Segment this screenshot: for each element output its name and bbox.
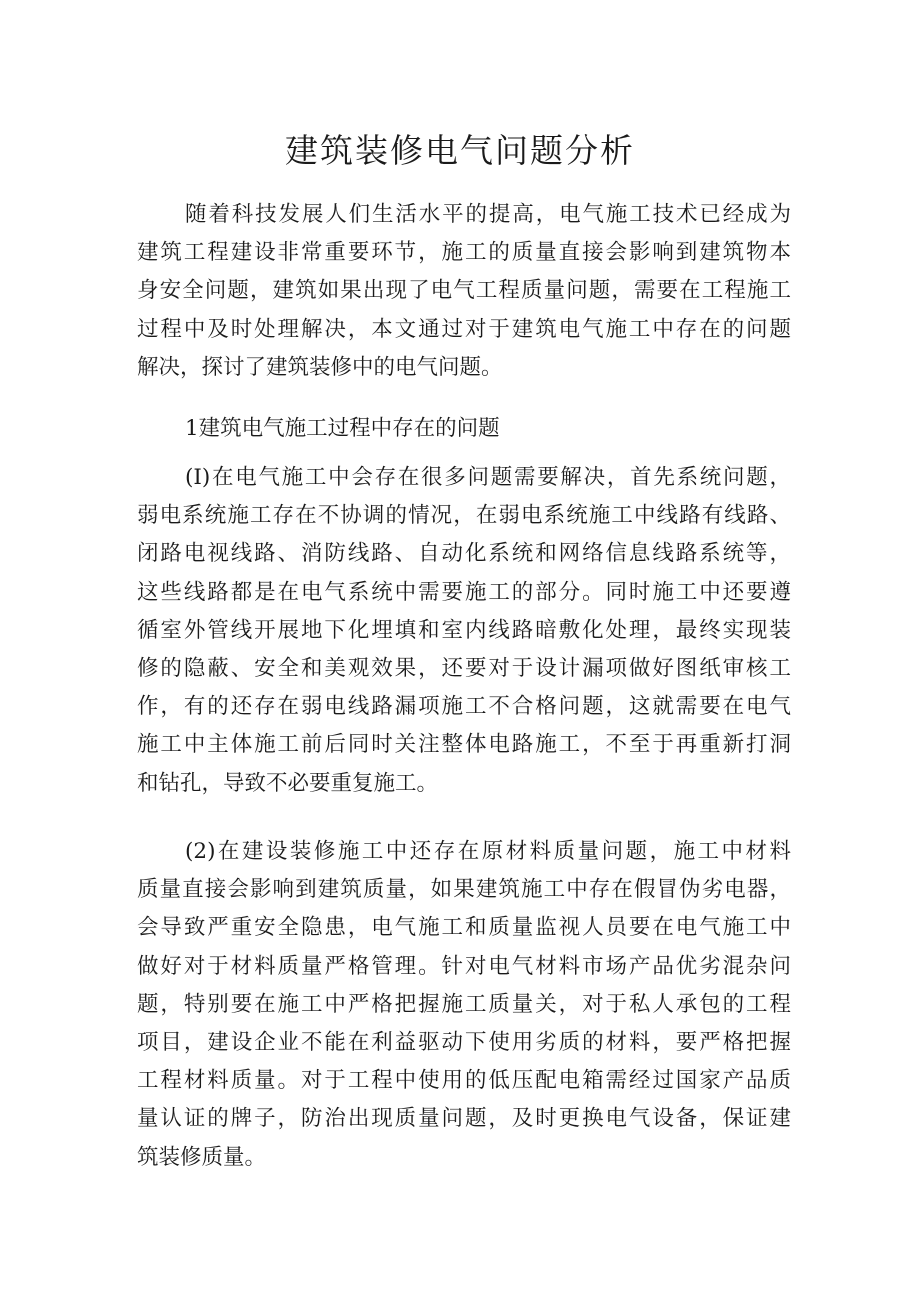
paragraph-line: 身安全问题，建筑如果出现了电气工程质量问题，需要在工程施工 (137, 278, 791, 304)
paragraph-line: 和钻孔，导致不必要重复施工。 (137, 770, 439, 796)
document-title: 建筑装修电气问题分析 (285, 131, 635, 170)
paragraph-line: (I)在电气施工中会存在很多问题需要解决，首先系统问题， (185, 465, 791, 490)
paragraph-line: 施工中主体施工前后同时关注整体电路施工，不至于再重新打洞 (137, 732, 791, 758)
paragraph-line: 作，有的还存在弱电线路漏项施工不合格问题，这就需要在电气 (137, 694, 791, 720)
section-paragraph-2 (137, 833, 791, 1177)
paragraph-line: 建筑工程建设非常重要环节，施工的质量直接会影响到建筑物本 (137, 240, 791, 266)
paragraph-line: 筑装修质量。 (137, 1144, 267, 1170)
section-heading: 1建筑电气施工过程中存在的问题 (185, 416, 500, 441)
paragraph-line: 闭路电视线路、消防线路、自动化系统和网络信息线路系统等， (137, 541, 791, 567)
paragraph-line: 质量直接会影响到建筑质量，如果建筑施工中存在假冒伪劣电器， (137, 877, 791, 903)
paragraph-line: 循室外管线开展地下化埋填和室内线路暗敷化处理，最终实现装 (137, 617, 791, 643)
paragraph-line: 修的隐蔽、安全和美观效果，还要对于设计漏项做好图纸审核工 (137, 656, 791, 682)
paragraph-line: 做好对于材料质量严格管理。针对电气材料市场产品优劣混杂问 (137, 953, 791, 979)
paragraph-line: 解决，探讨了建筑装修中的电气问题。 (137, 354, 503, 380)
paragraph-line: 题，特别要在施工中严格把握施工质量关，对于私人承包的工程 (137, 991, 791, 1017)
paragraph-line: 项目，建设企业不能在利益驱动下使用劣质的材料，要严格把握 (137, 1030, 791, 1056)
paragraph-line: 过程中及时处理解决，本文通过对于建筑电气施工中存在的问题 (137, 316, 791, 342)
paragraph-line: (2)在建设装修施工中还存在原材料质量问题，施工中材料 (185, 839, 791, 864)
paragraph-line: 会导致严重安全隐患，电气施工和质量监视人员要在电气施工中 (137, 915, 791, 941)
paragraph-line: 随着科技发展人们生活水平的提高，电气施工技术已经成为 (185, 202, 791, 227)
intro-paragraph (137, 196, 791, 387)
paragraph-line: 量认证的牌子，防治出现质量问题，及时更换电气设备，保证建 (137, 1106, 791, 1132)
paragraph-line: 工程材料质量。对于工程中使用的低压配电箱需经过国家产品质 (137, 1068, 791, 1094)
paragraph-line: 弱电系统施工存在不协调的情况，在弱电系统施工中线路有线路、 (137, 503, 791, 529)
section-paragraph-1 (137, 459, 791, 803)
paragraph-line: 这些线路都是在电气系统中需要施工的部分。同时施工中还要遵 (137, 579, 791, 605)
